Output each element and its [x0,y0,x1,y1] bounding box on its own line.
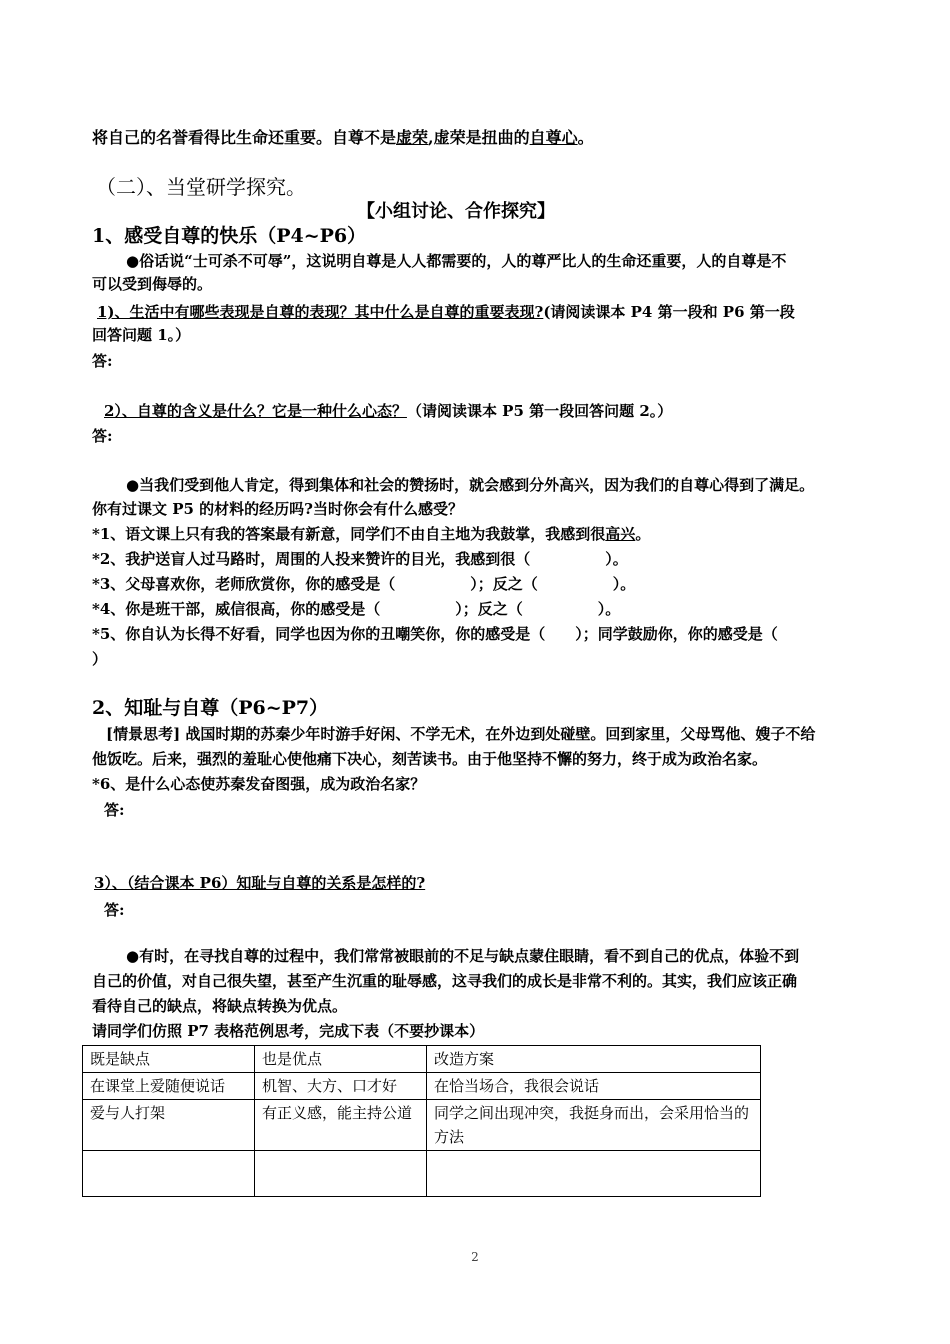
part1-heading: 1、感受自尊的快乐（P4~P6） [92,225,367,247]
scenario-line1 [106,723,815,745]
table-cell: 在恰当场合，我很会说话 [427,1073,761,1100]
feeling-item-5-line1: *5、你自认为长得不好看，同学也因为你的丑嘲笑你，你的感受是（ ）；同学鼓励你，你的感受是（ [92,625,778,643]
question-1 [97,301,795,323]
section-subtitle: 【小组讨论、合作探究】 [357,201,555,222]
feeling-item-2: *2、我护送盲人过马路时，周围的人投来赞许的目光，我感到很（ ）。 [92,550,628,568]
part1-bullet-line1: ●俗话说“士可杀不可辱”，这说明自尊是人人都需要的，人的尊严比人的生命还重要，人的自尊是不 [126,252,787,270]
table-row [83,1073,761,1100]
question-2-hint: （请阅读课本 P5 第一段回答问题 2。） [406,402,673,420]
page-number: 2 [471,1250,479,1264]
answer-2-label: 答: [92,427,113,445]
table-cell-input[interactable] [427,1151,761,1197]
table-header-row [83,1046,761,1073]
feeling-item-1-text: *1、语文课上只有我的答案最有新意，同学们不由自主地为我鼓掌，我感到很 [92,525,606,543]
header-shortcoming: 既是缺点 [83,1046,255,1073]
header-strength: 也是优点 [255,1046,427,1073]
table-cell: 爱与人打架 [83,1100,255,1151]
part2-bullet-line2: 自己的价值，对自己很失望，甚至产生沉重的耻辱感，这寻我们的成长是非常不利的。其实，我们应该正确 [92,972,798,990]
question-1-line2: 回答问题 1。） [92,326,191,344]
answer-1-label: 答: [92,352,113,370]
question-1-hint: (请阅读课本 P4 第一段和 P6 第一段 [543,303,795,321]
term-vanity: 虚荣 [396,128,429,147]
scenario-tag: [情景思考] [106,725,181,743]
feeling-item-4: *4、你是班干部，威信很高，你的感受是（ ）；反之（ ）。 [92,600,621,618]
table-row [83,1100,761,1151]
feeling-item-1-end: 。 [635,525,651,543]
part2-heading: 2、知耻与自尊（P6~P7） [92,697,329,719]
intro-text-end: 。 [577,128,594,147]
table-cell: 在课堂上爱随便说话 [83,1073,255,1100]
table-row-empty [83,1151,761,1197]
answer-6-label: 答: [104,801,125,819]
answer-3-label: 答: [104,901,125,919]
question-2-prompt: 2）、自尊的含义是什么？它是一种什么心态？ [104,402,407,420]
feeling-item-5-line2: ） [92,650,108,668]
section-title: （二）、当堂研学探究。 [96,175,306,199]
question-2 [104,400,672,422]
part2-bullet-line3: 看待自己的缺点，将缺点转换为优点。 [92,997,348,1015]
intro-line [92,127,594,149]
table-cell: 有正义感，能主持公道 [255,1100,427,1151]
part2-bullet-line1: ●有时，在寻找自尊的过程中，我们常常被眼前的不足与缺点蒙住眼睛，看不到自己的优点，体验不到 [126,947,800,965]
intro-text: 将自己的名誉看得比生命还重要。自尊不是 [92,128,397,147]
table-cell: 同学之间出现冲突，我挺身而出，会采用恰当的方法 [427,1100,761,1151]
question-6: *6、是什么心态使苏秦发奋图强，成为政治名家？ [92,775,426,793]
part1-bullet2-line1: ●当我们受到他人肯定，得到集体和社会的赞扬时，就会感到分外高兴，因为我们的自尊心得到了满足。 [126,476,815,494]
question-1-prompt: 1)、生活中有哪些表现是自尊的表现？其中什么是自尊的重要表现? [97,303,544,321]
header-plan: 改造方案 [427,1046,761,1073]
feeling-item-3: *3、父母喜欢你，老师欣赏你，你的感受是（ ）；反之（ ）。 [92,575,636,593]
feeling-item-1-answer: 高兴 [605,525,636,543]
term-self-esteem: 自尊心 [529,128,578,147]
part1-bullet2-line2: 你有过课文 P5 的材料的经历吗?当时你会有什么感受？ [92,500,463,518]
table-cell-input[interactable] [83,1151,255,1197]
question-3: 3）、（结合课本 P6）知耻与自尊的关系是怎样的? [94,874,426,892]
feeling-item-1 [92,523,650,545]
part1-bullet-line2: 可以受到侮辱的。 [92,275,213,293]
scenario-text: 战国时期的苏秦少年时游手好闲、不学无术，在外边到处碰壁。回到家里，父母骂他、嫂子不给 [180,725,816,743]
intro-text-mid: ,虚荣是扭曲的 [428,128,530,147]
shortcomings-table [82,1045,761,1197]
table-cell-input[interactable] [255,1151,427,1197]
table-intro: 请同学们仿照 P7 表格范例思考，完成下表（不要抄课本） [92,1022,485,1040]
scenario-line2: 他饭吃。后来，强烈的羞耻心使他痛下决心，刻苦读书。由于他坚持不懈的努力，终于成为政治名家。 [92,750,768,768]
table-cell: 机智、大方、口才好 [255,1073,427,1100]
